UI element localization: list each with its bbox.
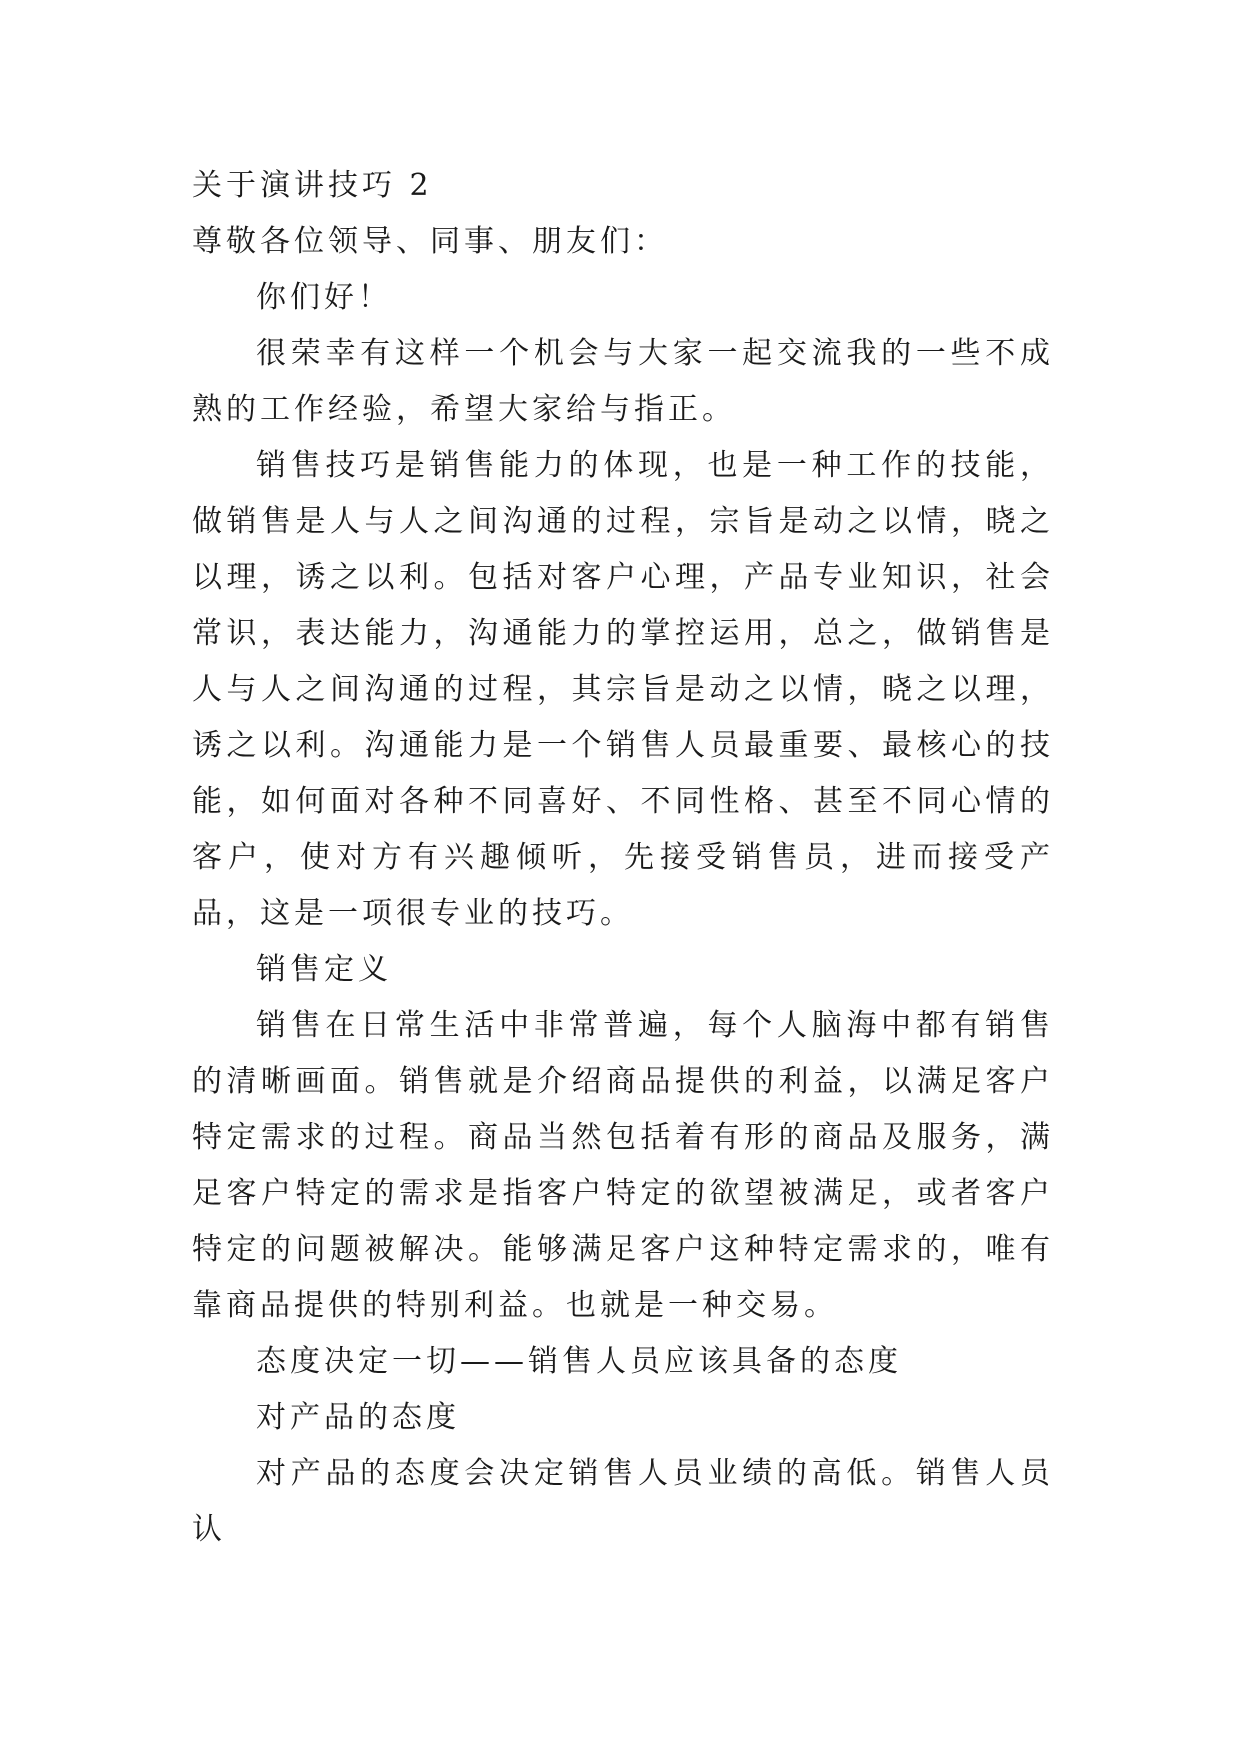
document-body — [192, 158, 1054, 1558]
sales-skill-paragraph: 销售技巧是销售能力的体现，也是一种工作的技能，做销售是人与人之间沟通的过程，宗旨是动之以情，晓之以理，诱之以利。包括对客户心理，产品专业知识，社会常识，表达能力，沟通能力的掌控运用，总之，做销售是人与人之间沟通的过程，其宗旨是动之以情，晓之以理，诱之以利。沟通能力是一个销售人员最重要、最核心的技能，如何面对各种不同喜好、不同性格、甚至不同心情的客户，使对方有兴趣倾听，先接受销售员，进而接受产品，这是一项很专业的技巧。 — [192, 448, 1054, 931]
section-heading-attitude: 态度决定一切——销售人员应该具备的态度 — [256, 1344, 902, 1379]
section-heading-sales-definition: 销售定义 — [256, 952, 392, 987]
sales-definition-paragraph: 销售在日常生活中非常普遍，每个人脑海中都有销售的清晰画面。销售就是介绍商品提供的利益，以满足客户特定需求的过程。商品当然包括着有形的商品及服务，满足客户特定的需求是指客户特定的欲望被满足，或者客户特定的问题被解决。能够满足客户这种特定需求的，唯有靠商品提供的特别利益。也就是一种交易。 — [192, 1008, 1054, 1323]
salutation: 尊敬各位领导、同事、朋友们： — [192, 224, 668, 259]
product-attitude-paragraph: 对产品的态度会决定销售人员业绩的高低。销售人员认 — [192, 1456, 1054, 1547]
subheading-product-attitude: 对产品的态度 — [256, 1400, 460, 1435]
intro-paragraph: 很荣幸有这样一个机会与大家一起交流我的一些不成熟的工作经验，希望大家给与指正。 — [192, 336, 1054, 427]
document-title: 关于演讲技巧 2 — [192, 168, 433, 203]
greeting-paragraph: 你们好！ — [256, 280, 392, 315]
